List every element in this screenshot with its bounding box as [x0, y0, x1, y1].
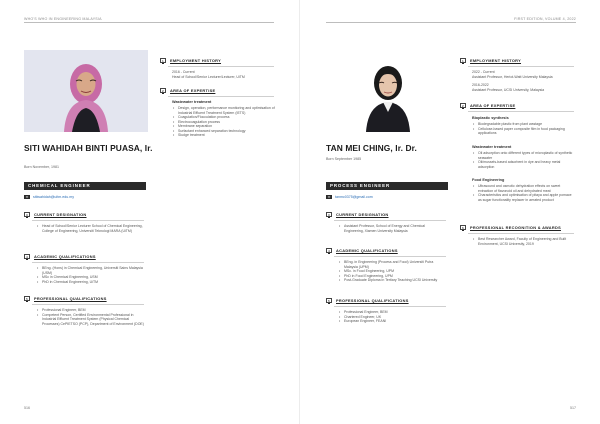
list-item: • PhD in Chemical Engineering, UiTM	[36, 280, 144, 285]
section-employment-history	[160, 58, 221, 63]
list-item: • Surfactant enhanced separation technology	[172, 129, 276, 134]
employment-role: Assistant Professor, UCSI University, Malaysia	[472, 87, 545, 92]
list-item: • Oil/mussels-based adsorbent in dye and heavy metal adsorption	[472, 160, 576, 169]
expertise-list	[172, 106, 276, 138]
running-head: FIRST EDITION, VOLUME 4, 2022	[514, 17, 576, 21]
section-title: AREA OF EXPERTISE	[470, 103, 516, 108]
list-item: • Characteristics and optimisation of pitaya and apple pomace as sugar functionality replacer in aerated product	[472, 193, 576, 202]
employment-role: Head of School/Senior Lecturer/Lecturer, UiTM	[172, 74, 245, 79]
birth-date: Born September 1985	[326, 157, 362, 161]
list-item: • Sludge treatment	[172, 133, 276, 138]
section-number: 1	[160, 58, 166, 63]
portrait-photo	[24, 50, 148, 132]
envelope-icon: ✉	[25, 195, 29, 200]
divider	[168, 66, 274, 67]
list-item: • Assistant Professor, School of Energy and Chemical Engineering, Xiamen University Malaysia	[338, 224, 444, 233]
expertise-subhead: Wastewater treatment	[172, 100, 212, 104]
running-head-rule	[326, 22, 576, 23]
designation-list	[36, 224, 144, 233]
professional-list	[36, 308, 144, 326]
employment-period: 2022 - Current	[472, 70, 495, 74]
section-current-designation	[326, 212, 389, 217]
list-item: • Oil adsorption onto different types of microplastic of synthetic seawater	[472, 151, 576, 160]
email-link[interactable]	[24, 195, 74, 199]
section-title: PROFESSIONAL QUALIFICATIONS	[34, 296, 107, 301]
section-number: 1	[460, 58, 466, 63]
list-item: • Design, operation, performance monitoring and optimisation of Industrial Effluent Treatment System (IETS)	[172, 106, 276, 115]
divider	[334, 220, 446, 221]
email-text[interactable]: tanmc0375@gmail.com	[335, 195, 373, 199]
section-title: PROFESSIONAL QUALIFICATIONS	[336, 298, 409, 303]
section-number: 5	[24, 296, 30, 301]
section-title: ACADEMIC QUALIFICATIONS	[336, 248, 398, 253]
running-head-rule	[24, 22, 274, 23]
expertise-list	[472, 122, 576, 136]
list-item: • Membrane separation	[172, 124, 276, 129]
divider	[468, 111, 574, 112]
list-item: • Best Researcher Award, Faculty of Engineering and Built Environment, UCSI University, 2019	[472, 237, 576, 246]
list-item: • BEng. (Hons) in Chemical Engineering, Universiti Sains Malaysia (USM)	[36, 266, 144, 275]
section-number: 3	[24, 212, 30, 217]
list-item: • Biodegradable plastic from plant wastage	[472, 122, 576, 127]
employment-entry	[172, 70, 272, 79]
section-number: 4	[24, 254, 30, 259]
person-name: TAN MEI CHING, Ir. Dr.	[326, 143, 417, 153]
section-title: AREA OF EXPERTISE	[170, 88, 216, 93]
portrait-photo	[326, 50, 450, 132]
page-number: 516	[24, 406, 30, 410]
section-academic-qualifications	[326, 248, 398, 253]
section-area-of-expertise	[160, 88, 215, 93]
section-professional-qualifications	[326, 298, 409, 303]
section-title: PROFESSIONAL RECOGNITION & AWARDS	[470, 225, 561, 230]
list-item: • Competent Person, Certified Environmental Professional in Industrial Effluent Treatment System (Physical Chemical Processes) CePIETSO (PCP), Department of Environment (DOE)	[36, 313, 144, 327]
envelope-icon: ✉	[327, 195, 331, 200]
list-item: • Electrocoagulation process	[172, 120, 276, 125]
expertise-list	[472, 184, 576, 202]
email-text[interactable]: sitiwahidah@uitm.edu.my	[33, 195, 74, 199]
list-item: • European Engineer, FEANI	[338, 319, 444, 324]
divider	[32, 262, 144, 263]
expertise-subhead: Food Engineering	[472, 178, 505, 182]
discipline-bar: PROCESS ENGINEER	[326, 182, 448, 190]
section-title: EMPLOYMENT HISTORY	[470, 58, 522, 63]
divider	[334, 306, 446, 307]
section-number: 5	[326, 298, 332, 303]
list-item: • PhD in Food Engineering, UPM	[338, 274, 444, 279]
right-page	[300, 0, 600, 424]
list-item: • MSc in Chemical Engineering, USM	[36, 275, 144, 280]
list-item: • Post-Graduate Diploma in Tertiary Teaching UCSI University	[338, 278, 444, 283]
section-number: 3	[326, 212, 332, 217]
section-number: 2	[160, 88, 166, 93]
section-number: 6	[460, 225, 466, 230]
employment-entries	[472, 70, 576, 92]
section-current-designation	[24, 212, 87, 217]
person-name: SITI WAHIDAH BINTI PUASA, Ir.	[24, 143, 153, 153]
academic-list	[36, 266, 144, 284]
section-academic-qualifications	[24, 254, 96, 259]
academic-list	[338, 260, 444, 283]
section-professional-qualifications	[24, 296, 107, 301]
divider	[32, 304, 144, 305]
divider	[334, 256, 446, 257]
section-number: 2	[460, 103, 466, 108]
employment-role: Assistant Professor, Heriot-Watt University Malaysia	[472, 74, 553, 79]
expertise-subhead: Wastewater treatment	[472, 145, 512, 149]
list-item: • Coagulation/Flocculation process	[172, 115, 276, 120]
list-item: • Chartered Engineer, UK	[338, 315, 444, 320]
list-item: • Professional Engineer, BEM	[36, 308, 144, 313]
professional-list	[338, 310, 444, 324]
section-employment-history	[460, 58, 521, 63]
list-item: • MSc. in Food Engineering, UPM	[338, 269, 444, 274]
list-item: • Cellulose-based paper composite film in food packaging applications	[472, 127, 576, 136]
employment-period: 2016-2022	[472, 83, 489, 87]
list-item: • Head of School/Senior Lecturer School of Chemical Engineering, College of Engineering, Universiti Teknologi MARA (UiTM)	[36, 224, 144, 233]
section-title: CURRENT DESIGNATION	[336, 212, 389, 217]
email-link[interactable]	[326, 195, 373, 199]
expertise-list	[472, 151, 576, 169]
section-title: ACADEMIC QUALIFICATIONS	[34, 254, 96, 259]
recognition-list	[472, 237, 576, 246]
employment-period: 2016 - Current	[172, 70, 195, 74]
running-head: WHO'S WHO IN ENGINEERING MALAYSIA	[24, 17, 102, 21]
section-professional-recognition	[460, 225, 561, 230]
designation-list	[338, 224, 444, 233]
divider	[468, 66, 574, 67]
divider	[32, 220, 144, 221]
section-number: 4	[326, 248, 332, 253]
section-title: CURRENT DESIGNATION	[34, 212, 87, 217]
list-item: • Professional Engineer, BEM	[338, 310, 444, 315]
page-number: 517	[570, 406, 576, 410]
discipline-bar: CHEMICAL ENGINEER	[24, 182, 146, 190]
section-title: EMPLOYMENT HISTORY	[170, 58, 222, 63]
section-area-of-expertise	[460, 103, 515, 108]
birth-date: Born November, 1981	[24, 165, 59, 169]
list-item: • Ultrasound and osmotic dehydration effects on sweet extraction of flavonoid oil and dehydrated meat	[472, 184, 576, 193]
divider	[168, 96, 274, 97]
expertise-subhead: Bioplastic synthesis	[472, 116, 509, 120]
list-item: • BEng. in Engineering (Process and Food) Universiti Putra Malaysia (UPM)	[338, 260, 444, 269]
divider	[468, 233, 574, 234]
